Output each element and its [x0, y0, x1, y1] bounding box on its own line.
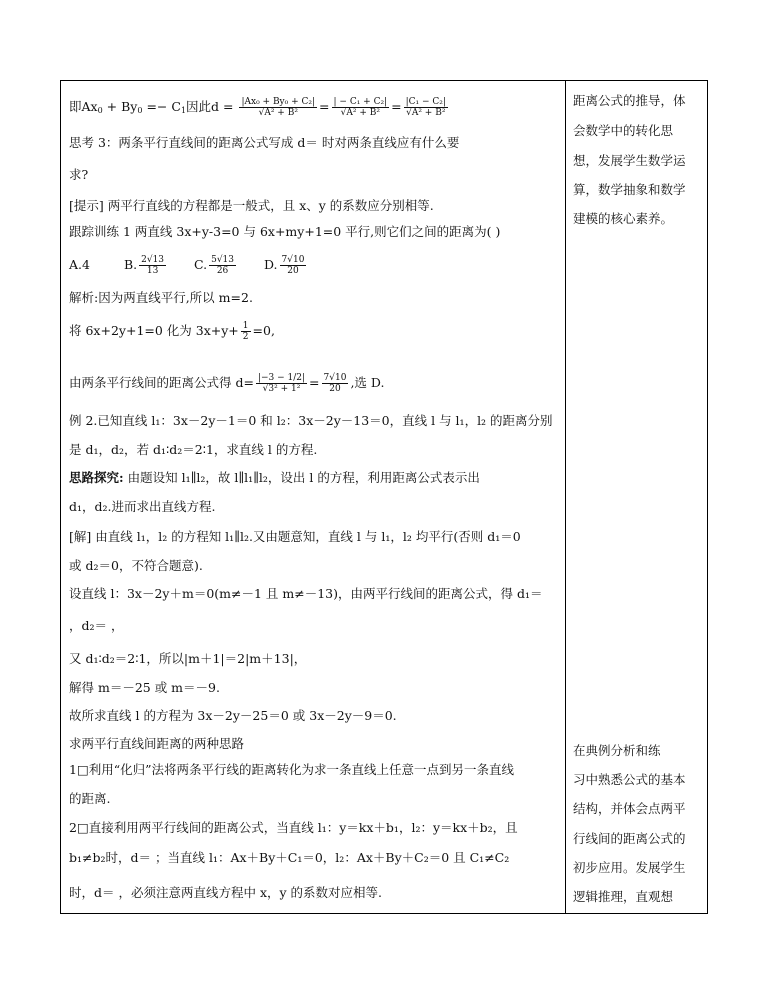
fraction: $\frac{5√13}{26}$ [211, 255, 235, 276]
summary-item-2-end: 时，d＝ ，必须注意两直线方程中 x，y 的系数对应相等. [69, 885, 383, 900]
intent-line: 建模的核心素养。 [573, 211, 674, 226]
text: =− C [146, 99, 181, 114]
text: + By [106, 99, 138, 114]
fraction: $\frac{\text{|C₁ − C₂|}}{\text{√A² + B²}}$ [405, 97, 446, 118]
fraction: $\frac{|-3 - 1/2|}{\text{√3² + 1²}}$ [257, 373, 306, 394]
lesson-table [60, 80, 708, 914]
text: = [319, 99, 330, 114]
intent-line: 结构，并体会点两平 [573, 801, 686, 816]
column-divider [565, 81, 566, 913]
solution-text: [解] 由直线 l₁，l₂ 的方程知 l₁∥l₂.又由题意知，直线 l 与 l₁，l₂ 均平行(否则 d₁＝0 [69, 529, 521, 544]
text: 即Ax [69, 99, 98, 114]
think-question: 思考 3：两条平行直线间的距离公式写成 d＝ 时对两条直线应有什么要 [69, 135, 460, 150]
think-question-cont: 求? [69, 167, 89, 182]
example-2-cont: 是 d₁，d₂，若 d₁∶d₂＝2∶1，求直线 l 的方程. [69, 442, 318, 457]
text: =0, [252, 323, 275, 338]
text: ,选 D. [350, 375, 385, 390]
options-line [69, 255, 308, 276]
solution-setup: 设直线 l：3x－2y＋m＝0(m≠－1 且 m≠－13)，由两平行线间的距离公式，得 d₁＝ [69, 586, 543, 601]
text: 由题设知 l₁∥l₂，故 l∥l₁∥l₂，设出 l 的方程，利用距离公式表示出 [123, 470, 480, 485]
fraction: $\frac{1}{2}$ [242, 321, 249, 342]
fraction: $\frac{\text{|Ax₀ + By₀ + C₂|}}{\text{√A² + B²}}$ [241, 97, 316, 118]
text: 由两条平行线间的距离公式得 d= [69, 375, 254, 390]
option-c: C. [194, 257, 208, 272]
intent-line: 在典例分析和练 [573, 743, 661, 758]
text: 将 6x+2y+1=0 化为 3x+y+ [69, 323, 239, 338]
summary-item-2-cont: b₁≠b₂时，d＝ ；当直线 l₁：Ax＋By＋C₁＝0，l₂：Ax＋By＋C₂＝0 且 C₁≠C₂ [69, 850, 510, 865]
solution-d-values: ，d₂＝ ， [69, 618, 124, 633]
solution-answer: 故所求直线 l 的方程为 3x－2y－25＝0 或 3x－2y－9＝0. [69, 708, 397, 723]
summary-item-2: 2□直接利用两平行线间的距离公式，当直线 l₁：y＝kx＋b₁，l₂：y＝kx＋b₂，且 [69, 820, 518, 835]
exercise-text: 跟踪训练 1 两直线 3x+y-3=0 与 6x+my+1=0 平行,则它们之间的距离为( ) [69, 224, 501, 239]
convert-line [69, 321, 275, 342]
solution-cont: 或 d₂＝0，不符合题意). [69, 558, 203, 573]
fraction: $\frac{\text{| − C₁ + C₂|}}{\text{√A² + B²}}$ [333, 97, 388, 118]
intent-line: 想，发展学生数学运 [573, 153, 686, 168]
fraction: $\frac{7√10}{20}$ [323, 373, 347, 394]
summary-item-1-cont: 的距离. [69, 791, 111, 806]
intent-line: 行线间的距离公式的 [573, 831, 686, 846]
option-d: D. [263, 257, 278, 272]
intent-line: 会数学中的转化思 [573, 123, 674, 138]
fraction: $\frac{2√13}{13}$ [141, 255, 165, 276]
approach-line [69, 470, 480, 486]
intent-line: 距离公式的推导，体 [573, 93, 686, 108]
solution-result: 解得 m＝－25 或 m＝－9. [69, 680, 220, 695]
distance-line [69, 373, 384, 394]
summary-title: 求两平行直线间距离的两种思路 [69, 736, 245, 751]
approach-label: 思路探究: [69, 470, 124, 485]
intent-line: 习中熟悉公式的基本 [573, 772, 686, 787]
text: 因此d = [186, 99, 234, 114]
solution-ratio: 又 d₁∶d₂＝2∶1，所以|m＋1|＝2|m＋13|， [69, 651, 307, 666]
text: = [309, 375, 320, 390]
analysis-text: 解析:因为两直线平行,所以 m=2. [69, 290, 253, 305]
intent-line: 算，数学抽象和数学 [573, 182, 686, 197]
fraction: $\frac{7√10}{20}$ [281, 255, 305, 276]
hint-text: [提示] 两平行直线的方程都是一般式，且 x、y 的系数应分别相等. [69, 198, 434, 213]
approach-cont: d₁，d₂.进而求出直线方程. [69, 499, 216, 514]
summary-item-1: 1□利用“化归”法将两条平行线的距离转化为求一条直线上任意一点到另一条直线 [69, 762, 515, 777]
derivation-line: 即$Ax_0 + By_0 =- C_1$因此d = $\frac{\text{|Ax₀ + By₀ + C₂|}}{\text{√A² + B²}}$ = $\frac{\text{| − C₁ + C₂|}}{\text{√A² + B²}}$ = $\frac{\text{|C₁ − C₂|}}{\text{√A² + B²}}$ [69, 97, 446, 118]
intent-line: 逻辑推理，直观想 [573, 889, 674, 904]
intent-line: 初步应用。发展学生 [573, 860, 686, 875]
example-2: 例 2.已知直线 l₁：3x－2y－1＝0 和 l₂：3x－2y－13＝0，直线 l 与 l₁，l₂ 的距离分别 [69, 413, 553, 428]
text: = [391, 99, 402, 114]
option-b: B. [123, 257, 138, 272]
option-a: A.4 [69, 257, 90, 272]
